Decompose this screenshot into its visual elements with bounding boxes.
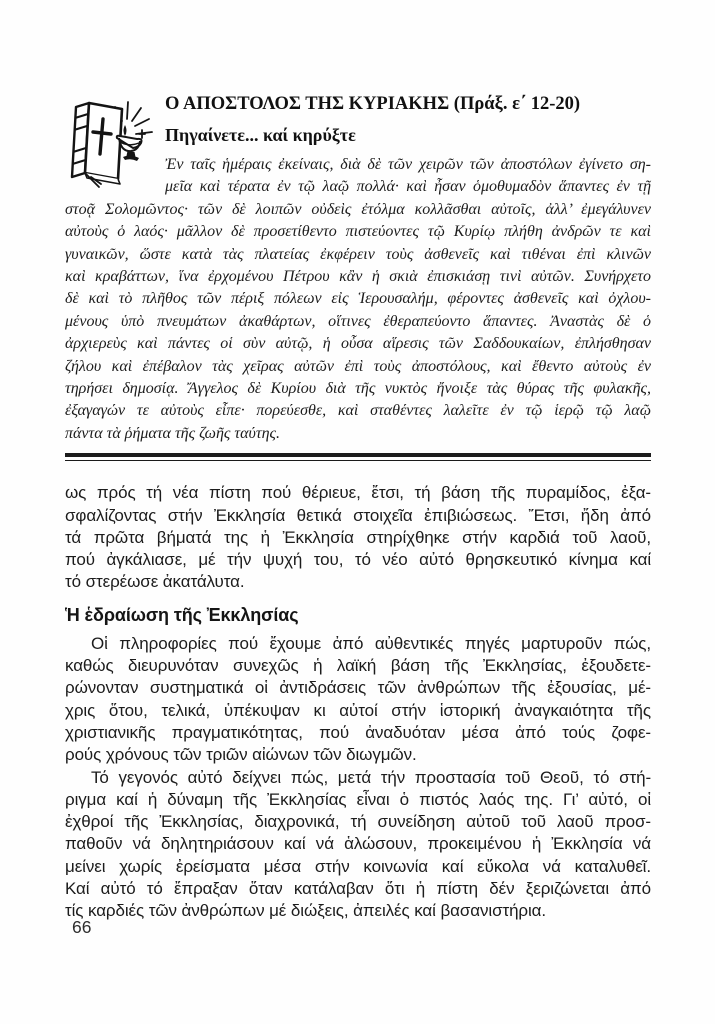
scripture-line: γυναικῶν, ὥστε κατὰ τὰς πλατείας ἐκφέρειν τοὺς ἀσθενεῖς καὶ τιθέναι ἐπὶ κλινῶν: [65, 245, 651, 263]
scripture-line: δὲ καὶ τὸ πλῆθος τῶν πέριξ πόλεων εἰς Ἱερουσαλήμ, φέροντες ἀσθενεῖς καὶ ὀχλου-: [65, 290, 651, 308]
article-body: [65, 482, 651, 922]
page-number: 66: [72, 917, 92, 937]
body-text-line: καθώς διευρυνόταν συνεχῶς ἡ λαϊκή βάση τῆς Ἐκκλησίας, ἐξουδετε-: [65, 656, 651, 676]
body-text-line: πού ἀγκάλιασε, μέ τήν ψυχή του, τό νέο αὐτό θρησκευτικό κίνημα καί: [65, 550, 651, 570]
scripture-line: ζήλου καὶ ἐπέβαλον τὰς χεῖρας αὐτῶν ἐπὶ τοὺς ἀποστόλους, καὶ ἔθεντο αὐτοὺς ἐν: [65, 357, 651, 375]
scripture-line: μεῖα καὶ τέρατα ἐν τῷ λαῷ πολλά· καὶ ἦσαν ὁμοθυμαδὸν ἅπαντες ἐν τῇ: [165, 178, 651, 196]
page-subtitle: Πηγαίνετε... καί κηρύξτε: [165, 125, 356, 145]
body-text-line: τίς καρδιές τῶν ἀνθρώπων μέ διώξεις, ἀπειλές καί βασανιστήρια.: [65, 901, 547, 921]
body-text-line: Καί αὐτό τό ἔπραξαν ὅταν κατάλαβαν ὅτι ἡ πίστη δέν ξεριζώνεται ἀπό: [65, 879, 651, 899]
body-text-line: παθοῦν νά δηλητηριάσουν καί νά ἁλώσουν, προκειμένου ἡ Ἐκκλησία νά: [65, 834, 651, 854]
body-text-line: τό στερέωσε ἀκατάλυτα.: [65, 572, 245, 592]
scripture-line: αὐτοὺς ὁ λαός· μᾶλλον δὲ προσετίθεντο πιστεύοντες τῷ Κυρίῳ πλήθη ἀνδρῶν τε καὶ: [65, 223, 651, 241]
scripture-line: μένους ὑπὸ πνευμάτων ἀκαθάρτων, οἵτινες ἐθεραπεύοντο ἅπαντες. Ἀναστὰς δὲ ὁ: [65, 312, 651, 330]
body-text-line: μείνει χωρίς ἐρείσματα μέσα στήν κοινωνία καί εὔκολα νά καταλυθεῖ.: [65, 856, 651, 876]
body-text-line: ως πρός τή νέα πίστη πού θέριευε, ἔτσι, τή βάση τῆς πυραμίδος, ἐξα-: [65, 483, 651, 503]
section-heading: Ἡ ἑδραίωση τῆς Ἐκκλησίας: [65, 604, 299, 625]
scripture-line: πάντα τὰ ῥήματα τῆς ζωῆς ταύτης.: [65, 424, 281, 442]
section-divider: [65, 453, 651, 461]
body-text-line: ριγμα καί ἡ δύναμη τῆς Ἐκκλησίας εἶναι ὁ πιστός λαός της. Γι’ αὐτό, οἱ: [65, 789, 651, 809]
body-text-line: χριστιανικῆς πραγματικότητας, πού ἀναδυόταν μέσα ἀπό τούς ζοφε-: [65, 722, 651, 742]
body-text-line: ρώνονταν συστηματικά οἱ ἀντιδράσεις τῶν ἀνθρώπων τῆς ἐξουσίας, μέ-: [65, 678, 651, 698]
body-text-line: Οἱ πληροφορίες πού ἔχουμε ἀπό αὐθεντικές πηγές μαρτυροῦν πώς,: [91, 633, 651, 653]
body-text-line: ρούς χρόνους τῶν τριῶν αἰώνων τῶν διωγμῶν.: [65, 745, 417, 765]
scripture-line: στοᾷ Σολομῶντος· τῶν δὲ λοιπῶν οὐδεὶς ἐτόλμα κολλᾶσθαι αὐτοῖς, ἀλλ’ ἐμεγάλυνεν: [65, 200, 651, 218]
body-text-line: χρις ὅτου, τελικά, ὑπέκυψαν κι αὐτοί στήν ἱστορική ἀναγκαιότητα τῆς: [65, 700, 651, 720]
body-paragraph: [65, 633, 651, 767]
scripture-line: ἐξαγαγών τε αὐτοὺς εἶπε· πορεύεσθε, καὶ σταθέντες λαλεῖτε ἐν τῷ ἱερῷ τῷ λαῷ: [65, 402, 651, 420]
body-text-line: σφαλίζοντας στήν Ἐκκλησία θετικά στοιχεῖα ἐπιβιώσεως. Ἔτσι, ἤδη ἀπό: [65, 505, 651, 525]
page-content: [65, 92, 651, 923]
gospel-book-oil-lamp-icon: [65, 94, 153, 190]
body-text-line: τά πρῶτα βήματά της ἡ Ἐκκλησία στηρίχθηκε στήν καρδιά τοῦ λαοῦ,: [65, 527, 651, 547]
scripture-line: καὶ κραβάττων, ἵνα ἐρχομένου Πέτρου κἂν ἡ σκιὰ ἐπισκιάσῃ τινὶ αὐτῶν. Συνήρχετο: [65, 268, 651, 286]
scripture-passage: [65, 154, 651, 445]
body-text-line: Τό γεγονός αὐτό δείχνει πώς, μετά τήν προστασία τοῦ Θεοῦ, τό στή-: [91, 767, 651, 787]
body-paragraph: [65, 482, 651, 593]
scripture-line: ἀρχιερεὺς καὶ πάντες οἱ σὺν αὐτῷ, ἡ οὖσα αἵρεσις τῶν Σαδδουκαίων, ἐπλήσθησαν: [65, 335, 651, 353]
scripture-line: τηρήσει δημοσίᾳ. Ἄγγελος δὲ Κυρίου διὰ τῆς νυκτὸς ἤνοιξε τὰς θύρας τῆς φυλακῆς,: [65, 380, 651, 398]
body-paragraph: [65, 767, 651, 923]
page-title: Ο ΑΠΟΣΤΟΛΟΣ ΤΗΣ ΚΥΡΙΑΚΗΣ (Πράξ. ε΄ 12-20): [165, 94, 581, 114]
scripture-line: Ἐν ταῖς ἡμέραις ἐκείναις, διὰ δὲ τῶν χειρῶν τῶν ἀποστόλων ἐγίνετο ση-: [165, 156, 651, 173]
body-text-line: ἐχθροί τῆς Ἐκκλησίας, διαχρονικά, τή συνείδηση αὐτοῦ τοῦ λαοῦ προσ-: [65, 812, 651, 832]
